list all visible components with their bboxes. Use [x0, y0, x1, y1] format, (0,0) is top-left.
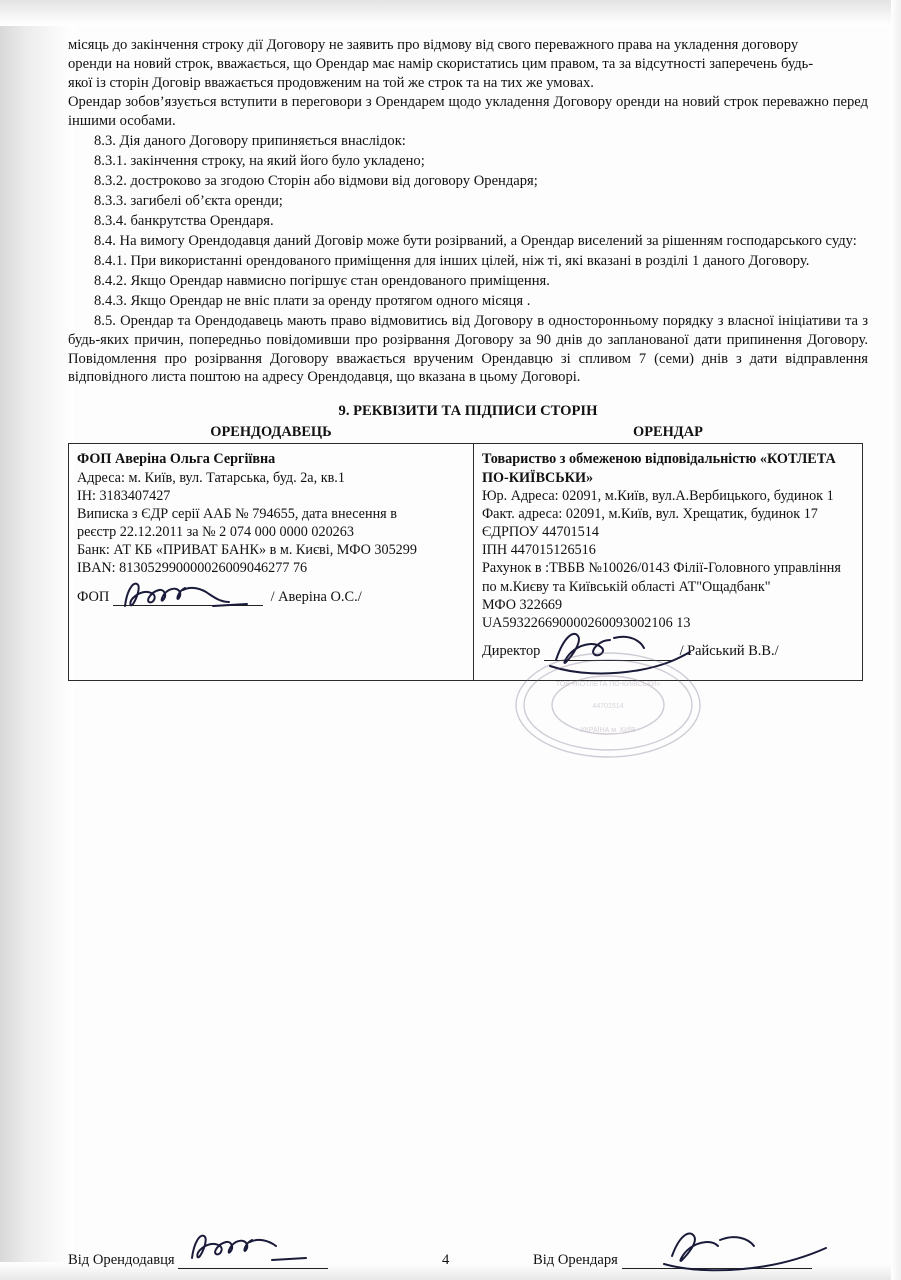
- footer-tenant: [533, 1252, 812, 1269]
- landlord-tax-id: ІН: 3183407427: [77, 487, 171, 504]
- section-title-requisites: 9. РЕКВІЗИТИ ТА ПІДПИСИ СТОРІН: [338, 403, 598, 420]
- tenant-header: ОРЕНДАР: [633, 424, 703, 441]
- landlord-registry-line-2: реєстр 22.12.2011 за № 2 074 000 0000 020263: [77, 524, 354, 541]
- tenant-sign-label: Директор: [481, 643, 541, 660]
- tenant-ipn: ІПН 447015126516: [481, 542, 596, 559]
- footer-tenant-line: [622, 1255, 812, 1269]
- landlord-header: ОРЕНДОДАВЕЦЬ: [210, 424, 332, 441]
- clause-8-4-3: 8.4.3. Якщо Орендар не вніс плати за оренду протягом одного місяця .: [94, 292, 531, 309]
- requisites-header-row: [69, 424, 863, 444]
- scan-edge-top: [0, 0, 901, 26]
- landlord-sign-label: ФОП: [77, 588, 110, 605]
- tenant-mfo: МФО 322669: [481, 596, 563, 613]
- landlord-iban: IBAN: 813052990000026009046277 76: [77, 560, 308, 577]
- document-body: [68, 36, 868, 681]
- tenant-iban: UA593226690000260093002106 13: [481, 614, 691, 631]
- clause-8-3-4: 8.3.4. банкрутства Орендаря.: [94, 212, 274, 229]
- clause-8-3-2: 8.3.2. достроково за згодою Сторін або відмови від договору Орендаря;: [94, 172, 538, 189]
- clause-8-3-1: 8.3.1. закінчення строку, на який його було укладено;: [94, 152, 425, 169]
- svg-text:ТОВ «КОТЛЕТА ПО-КИЇВСЬКИ»: ТОВ «КОТЛЕТА ПО-КИЇВСЬКИ»: [555, 681, 661, 688]
- footer-tenant-label: Від Орендаря: [533, 1252, 618, 1268]
- landlord-registry-line-1: Виписка з ЄДР серії ААБ № 794655, дата внесення в: [77, 505, 397, 522]
- tenant-edrpou: ЄДРПОУ 44701514: [481, 524, 599, 541]
- landlord-name: ФОП Аверіна Ольга Сергіївна: [77, 451, 276, 468]
- footer-landlord-line: [178, 1255, 328, 1269]
- landlord-signature-line: [113, 591, 263, 606]
- tenant-cell: [473, 444, 862, 681]
- landlord-sign-name: / Аверіна О.С./: [270, 588, 362, 605]
- landlord-signature-row: [77, 588, 465, 622]
- footer-page-number: 4: [442, 1252, 450, 1268]
- clause-8-3: 8.3. Дія даного Договору припиняється внаслідок:: [94, 132, 406, 149]
- company-stamp: [508, 650, 708, 760]
- requisites-table: [68, 424, 863, 681]
- landlord-bank: Банк: АТ КБ «ПРИВАТ БАНК» в м. Києві, МФО 305299: [77, 542, 417, 559]
- tenant-legal-address: Юр. Адреса: 02091, м.Київ, вул.А.Вербицького, будинок 1: [481, 487, 834, 504]
- footer-landlord: [68, 1252, 328, 1269]
- continued-paragraph-line-1: місяць до закінчення строку дії Договору не заявить про відмову від свого переважного права на укладення договору: [68, 37, 799, 53]
- scan-edge-right: [891, 0, 901, 1280]
- svg-text:44701514: 44701514: [592, 703, 624, 710]
- clause-8-5: 8.5. Орендар та Орендодавець мають право відмовитись від Договору в односторонньому порядку з власної ініціативи та з будь-яких причин, попередньо повідомивши про розірвання Договору за 90 днів до запланованої дати припинення Договору. Повідомлення про розірвання Договору вважається врученим Орендавцю зі спливом 7 (семи) днів з дати відправлення відповідного листа поштою на адресу Орендодавця, що вказана в цьому Договорі.: [68, 312, 868, 386]
- continued-paragraph-line-3: якої із сторін Договір вважається продовженим на той же строк та на тих же умовах.: [68, 74, 594, 91]
- clause-8-4: 8.4. На вимогу Орендодавця даний Договір може бути розірваний, а Орендар виселений за рішенням господарського суду:: [94, 232, 857, 249]
- clause-8-4-2: 8.4.2. Якщо Орендар навмисно погіршує стан орендованого приміщення.: [94, 272, 550, 289]
- requisites-body-row: [69, 444, 863, 681]
- tenant-bank-account: Рахунок в :ТВБВ №10026/0143 Філії-Головного управління по м.Києву та Київській області АТ"Ощадбанк": [481, 560, 841, 595]
- tenant-name: Товариство з обмеженою відповідальністю «КОТЛЕТА ПО-КИЇВСЬКИ»: [481, 451, 836, 486]
- paragraph-renewal-negotiations: Орендар зобов’язується вступити в переговори з Орендарем щодо укладення Договору оренди на новий строк переважно перед іншими особами.: [68, 93, 868, 129]
- landlord-address: Адреса: м. Київ, вул. Татарська, буд. 2а, кв.1: [77, 469, 345, 486]
- continued-paragraph: [68, 36, 868, 93]
- continued-paragraph-line-2: оренди на новий строк, вважається, що Орендар має намір скористатись цим правом, та за відсутності заперечень будь-: [68, 55, 814, 72]
- landlord-cell: [69, 444, 474, 681]
- tenant-sign-name: / Райський В.В./: [679, 643, 779, 660]
- clause-8-4-1: 8.4.1. При використанні орендованого приміщення для інших цілей, ніж ті, які вказані в розділі 1 даного Договору.: [94, 252, 810, 269]
- scan-edge-left: [0, 0, 74, 1280]
- svg-text:УКРАЇНА м. КИЇВ: УКРАЇНА м. КИЇВ: [580, 727, 636, 734]
- footer-landlord-label: Від Орендодавця: [68, 1252, 175, 1268]
- tenant-actual-address: Факт. адреса: 02091, м.Київ, вул. Хрещатик, будинок 17: [481, 505, 818, 522]
- clause-8-3-3: 8.3.3. загибелі об’єкта оренди;: [94, 192, 283, 209]
